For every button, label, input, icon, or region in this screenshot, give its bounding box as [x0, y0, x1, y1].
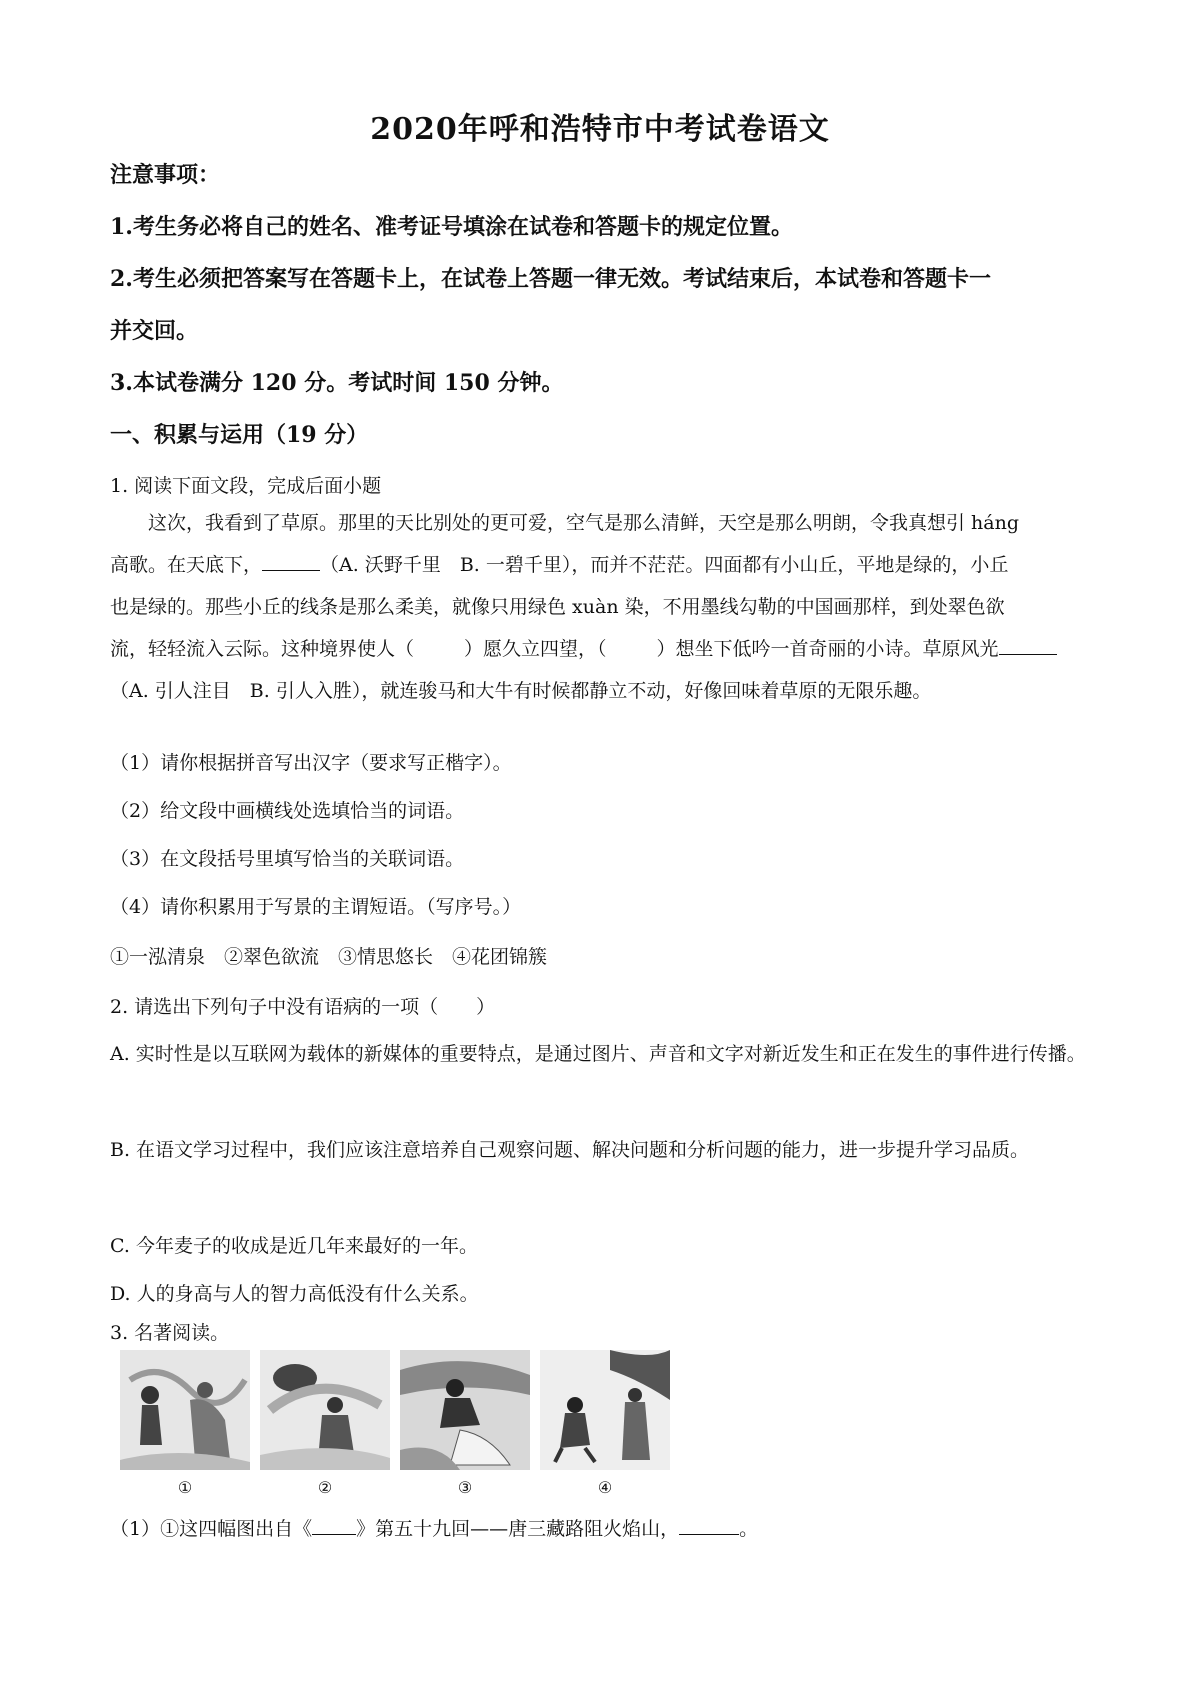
- ink-painting-icon: [120, 1350, 250, 1470]
- question-1-prompt: 1. 阅读下面文段，完成后面小题: [110, 475, 382, 497]
- passage-line: [110, 628, 1100, 670]
- illustration-label: ④: [597, 1478, 613, 1497]
- ink-painting-icon: [260, 1350, 390, 1470]
- passage-line: 也是绿的。那些小丘的线条是那么柔美，就像只用绿色 xuàn 染，不用墨线勾勒的中国画那样，到处翠色欲: [110, 596, 1005, 618]
- question-2-option-c[interactable]: C. 今年麦子的收成是近几年来最好的一年。: [110, 1235, 478, 1257]
- illustration-label: ③: [457, 1478, 473, 1497]
- answer-blank[interactable]: [312, 1533, 356, 1535]
- question-2-prompt: 2. 请选出下列句子中没有语病的一项（ ）: [110, 996, 496, 1018]
- illustration-label: ①: [177, 1478, 193, 1497]
- question-2-option-d[interactable]: D. 人的身高与人的智力高低没有什么关系。: [110, 1283, 479, 1305]
- question-text: 》第五十九回——唐三藏路阻火焰山，: [356, 1518, 680, 1540]
- notice-heading: 注意事项：: [110, 162, 221, 188]
- question-3-prompt: 3. 名著阅读。: [110, 1322, 230, 1344]
- question-text: 。: [739, 1518, 759, 1540]
- ink-painting-icon: [540, 1350, 670, 1470]
- ink-painting-icon: [400, 1350, 530, 1470]
- notice-item-2-cont: 并交回。: [110, 318, 199, 344]
- question-1-sub-4: （4）请你积累用于写景的主谓短语。（写序号。）: [110, 896, 522, 918]
- question-2-option-a[interactable]: A. 实时性是以互联网为载体的新媒体的重要特点，是通过图片、声音和文字对新近发生和正在发生的事件进行传播。: [110, 1043, 1086, 1065]
- illustration-label: ②: [317, 1478, 333, 1497]
- illustration-4: [540, 1350, 670, 1470]
- passage-text: 流，轻轻流入云际。这种境界使人（: [110, 638, 415, 660]
- question-3-sub-1: [110, 1514, 758, 1541]
- illustration-2: [260, 1350, 390, 1470]
- question-1-sub-3: （3）在文段括号里填写恰当的关联词语。: [110, 848, 465, 870]
- question-2-option-b[interactable]: B. 在语文学习过程中，我们应该注意培养自己观察问题、解决问题和分析问题的能力，进一步提升学习品质。: [110, 1139, 1030, 1161]
- passage-text: ）想坐下低吟一首奇丽的小诗。草原风光: [656, 638, 999, 660]
- passage-text: （A. 沃野千里 B. 一碧千里），而并不茫茫。四面都有小山丘，平地是绿的，小丘: [320, 554, 1009, 576]
- answer-blank[interactable]: [679, 1533, 739, 1535]
- question-1-sub-1: （1）请你根据拼音写出汉字（要求写正楷字）。: [110, 752, 512, 774]
- notice-item-1: 1.考生务必将自己的姓名、准考证号填涂在试卷和答题卡的规定位置。: [110, 214, 793, 240]
- passage-line: （A. 引人注目 B. 引人入胜），就连骏马和大牛有时候都静立不动，好像回味着草原的无限乐趣。: [110, 680, 932, 702]
- section-heading: 一、积累与运用（19 分）: [110, 422, 369, 448]
- passage-text: 高歌。在天底下，: [110, 554, 263, 576]
- answer-blank[interactable]: [262, 569, 320, 571]
- passage-text: ）愿久立四望，（: [464, 638, 607, 660]
- question-1-sub-2: （2）给文段中画横线处选填恰当的词语。: [110, 800, 465, 822]
- illustration-strip: [120, 1350, 720, 1500]
- notice-item-3: 3.本试卷满分 120 分。考试时间 150 分钟。: [110, 370, 564, 396]
- passage-line: [110, 544, 1100, 586]
- answer-blank[interactable]: [999, 653, 1057, 655]
- question-1-options: ①一泓清泉 ②翠色欲流 ③情思悠长 ④花团锦簇: [110, 946, 548, 968]
- passage-line: 这次，我看到了草原。那里的天比别处的更可爱，空气是那么清鲜，天空是那么明朗，令我真想引 háng: [148, 512, 1020, 534]
- notice-item-2: 2.考生必须把答案写在答题卡上，在试卷上答题一律无效。考试结束后，本试卷和答题卡一: [110, 266, 991, 292]
- illustration-3: [400, 1350, 530, 1470]
- question-text: （1）①这四幅图出自《: [110, 1518, 313, 1540]
- reading-passage: [110, 502, 1100, 712]
- page-title: 2020年呼和浩特市中考试卷语文: [370, 112, 830, 147]
- illustration-1: [120, 1350, 250, 1470]
